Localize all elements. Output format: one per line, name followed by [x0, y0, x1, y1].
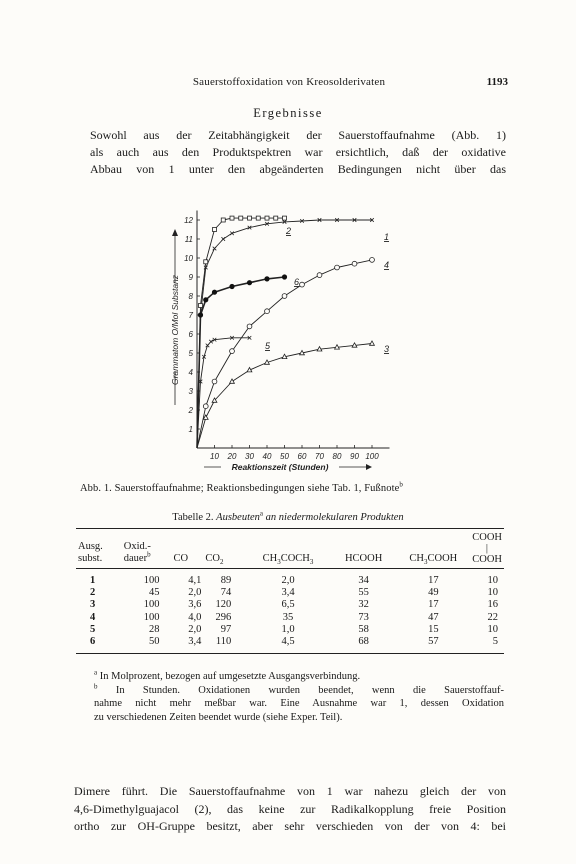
table-cell-acetone: 35 — [282, 611, 294, 623]
series-label-3: 3 — [384, 344, 390, 354]
data-point-series-4 — [335, 265, 340, 270]
data-point-series-5 — [209, 340, 213, 344]
figure-caption — [80, 480, 403, 494]
x-tick-label: 50 — [280, 452, 289, 461]
col-header-hcooh: HCOOH — [331, 529, 397, 569]
table-row — [76, 599, 504, 611]
table-cell-hcooh: 68 — [331, 636, 397, 654]
data-point-series-2 — [283, 216, 287, 220]
data-point-series-6 — [229, 284, 234, 289]
data-point-series-2 — [230, 216, 234, 220]
table-header-row — [76, 529, 504, 569]
table-cell-acetone: 2,0 — [281, 575, 295, 586]
table-caption-footnote-marker: a — [259, 509, 264, 518]
col-header-co2: $CO_2$ — [203, 529, 245, 569]
data-point-series-2 — [248, 216, 252, 220]
table-cell-co: 4,0 — [188, 611, 202, 623]
table-cell-acetic: 49 — [428, 587, 439, 599]
x-tick-label: 90 — [350, 452, 359, 461]
y-tick-label: 10 — [184, 254, 193, 263]
table-cell-dauer: 50 — [122, 636, 172, 654]
data-point-series-4 — [282, 294, 287, 299]
data-point-series-2 — [199, 304, 203, 308]
footnote-b-line: zu verschiedenen Zeiten beendet wurde (siehe Exper. Teil). — [94, 711, 343, 723]
xlabel-arrow — [366, 464, 372, 470]
table-cell-dauer: 100 — [143, 611, 160, 623]
table-row — [76, 624, 504, 636]
table-cell-oxalic: 10 — [487, 623, 498, 635]
data-point-series-1 — [221, 237, 225, 241]
col-header-oxalic: COOH | COOH — [470, 529, 504, 569]
section-title: Ergebnisse — [253, 106, 323, 120]
y-tick-label: 5 — [188, 349, 193, 358]
closing-line: ortho zur OH-Gruppe besitzt, aber sehr verschieden von der von 4: bei — [74, 819, 506, 833]
data-point-series-4 — [212, 379, 217, 384]
x-tick-label: 70 — [315, 452, 324, 461]
data-point-series-2 — [265, 216, 269, 220]
table-cell-acetone: 3,4 — [281, 587, 295, 599]
table-cell-acetic: 17 — [428, 599, 439, 611]
figure-caption-text: Abb. 1. Sauerstoffaufnahme; Reaktionsbedingungen siehe Tab. 1, Fußnote — [80, 483, 400, 494]
data-point-series-6 — [212, 290, 217, 295]
series-line-3 — [197, 344, 372, 449]
table-cell-co2: 74 — [220, 587, 232, 599]
data-point-series-4 — [352, 261, 357, 266]
table-cell-acetone: 4,5 — [245, 636, 331, 654]
data-point-series-2 — [256, 216, 260, 220]
table-cell-subst: 1 — [90, 575, 96, 586]
data-point-series-2 — [204, 260, 208, 264]
table-cell-oxalic: 5 — [470, 636, 504, 654]
table-caption-rest: an niedermolekularen Produkten — [265, 512, 404, 523]
series-label-1: 1 — [384, 232, 390, 242]
table-cell-acetic: 57 — [396, 636, 470, 654]
y-axis-label: Grammatom O/Mol Substanz — [170, 274, 180, 386]
data-point-series-3 — [230, 379, 235, 383]
footnote-b — [76, 684, 504, 725]
table-cell-co: 4,1 — [188, 575, 202, 586]
table-cell-co2: 110 — [203, 636, 245, 654]
table-cell-acetic: 15 — [428, 623, 439, 635]
data-point-series-2 — [221, 218, 225, 222]
x-tick-label: 100 — [365, 452, 379, 461]
series-label-4: 4 — [384, 260, 390, 270]
table-cell-co: 2,0 — [188, 587, 202, 599]
table-cell-co: 3,4 — [172, 636, 204, 654]
data-point-series-4 — [230, 349, 235, 354]
data-point-series-6 — [264, 276, 269, 281]
table-cell-dauer: 28 — [149, 623, 160, 635]
col-header-co: CO — [172, 529, 204, 569]
data-point-series-4 — [203, 404, 208, 409]
col-header-acetone: $CH_3COCH_3$ — [245, 529, 331, 569]
footnote-b-line: $^b$ In Stunden. Oxidationen wurden beendet, wenn die Sauerstoffauf- — [94, 682, 504, 696]
data-point-series-1 — [213, 247, 217, 251]
table-cell-dauer: 100 — [143, 599, 160, 611]
table-caption — [0, 509, 576, 523]
table-cell-acetone: 1,0 — [281, 623, 295, 635]
y-tick-label: 12 — [184, 216, 193, 225]
table-row — [76, 587, 504, 599]
y-tick-label: 9 — [188, 273, 193, 282]
page-number: 1193 — [486, 76, 508, 88]
table-row — [76, 569, 504, 588]
ylabel-arrow — [172, 229, 178, 236]
series-label-6: 6 — [294, 277, 300, 287]
data-point-series-4 — [370, 258, 375, 263]
y-tick-label: 7 — [188, 311, 193, 320]
table-cell-hcooh: 58 — [358, 623, 369, 635]
table-cell-hcooh: 55 — [358, 587, 369, 599]
table-cell-oxalic: 10 — [487, 575, 498, 586]
table-cell-co2: 120 — [215, 599, 232, 611]
table-cell-oxalic: 22 — [487, 611, 498, 623]
intro-line: Abbau von 1 unter den abgeänderten Bedingungen nicht über das — [90, 162, 506, 176]
table-cell-acetic: 17 — [428, 575, 439, 586]
x-tick-label: 10 — [210, 452, 219, 461]
y-tick-label: 6 — [188, 330, 193, 339]
footnote-b-line: nahme nicht mehr meßbar war. Eine Ausnahme war 1, dessen Oxidation — [94, 698, 504, 709]
intro-line: als auch aus den Produktspektren war ersichtlich, daß der oxidative — [90, 145, 506, 159]
series-label-5: 5 — [265, 341, 271, 351]
data-point-series-6 — [203, 297, 208, 302]
y-tick-label: 4 — [188, 368, 193, 377]
table-cell-oxalic: 16 — [487, 599, 498, 611]
table-cell-acetic: 47 — [428, 611, 439, 623]
y-tick-label: 2 — [188, 406, 193, 415]
series-line-2 — [197, 218, 285, 448]
table-cell-hcooh: 73 — [358, 611, 369, 623]
col-header-oxid: Oxid.- dauer$^b$ — [122, 529, 172, 569]
footnote-a: $^a$ In Molprozent, bezogen auf umgesetzte Ausgangsverbindung. — [94, 668, 361, 682]
table-cell-dauer: 45 — [149, 587, 160, 599]
data-point-series-6 — [282, 274, 287, 279]
series-line-6 — [197, 277, 285, 448]
x-axis-label: Reaktionszeit (Stunden) — [231, 462, 329, 472]
running-title: Sauerstoffoxidation von Kreosolderivaten — [192, 76, 386, 88]
closing-line: Dimere führt. Die Sauerstoffaufnahme von 1 war nahezu gleich der von — [74, 784, 506, 798]
data-point-series-4 — [317, 273, 322, 278]
data-point-series-2 — [274, 216, 278, 220]
x-tick-label: 30 — [245, 452, 254, 461]
closing-paragraph — [74, 783, 506, 836]
yields-table — [76, 528, 504, 654]
table-cell-subst: 5 — [90, 623, 96, 635]
y-tick-label: 1 — [188, 425, 193, 434]
table-row — [76, 612, 504, 624]
data-point-series-4 — [300, 282, 305, 287]
col-header-ausg: Ausg. subst. — [76, 529, 122, 569]
x-tick-label: 60 — [297, 452, 307, 461]
table-cell-co2: 89 — [220, 575, 232, 586]
table-footnotes — [76, 670, 504, 724]
series-label-2: 2 — [286, 226, 292, 236]
table-cell-subst: 2 — [90, 587, 96, 599]
data-point-series-6 — [247, 280, 252, 285]
table-cell-co: 2,0 — [188, 623, 202, 635]
y-tick-label: 3 — [188, 387, 193, 396]
y-tick-label: 11 — [184, 235, 193, 244]
data-point-series-2 — [239, 216, 243, 220]
y-tick-label: 8 — [188, 292, 193, 301]
x-tick-label: 20 — [227, 452, 237, 461]
table-cell-hcooh: 32 — [358, 599, 369, 611]
data-point-series-4 — [247, 324, 252, 329]
table-cell-co: 3,6 — [188, 599, 202, 611]
table-cell-co2: 296 — [215, 611, 232, 623]
table-caption-italic: Ausbeuten — [216, 512, 260, 523]
table-cell-dauer: 100 — [143, 575, 160, 586]
x-tick-label: 80 — [332, 452, 342, 461]
data-point-series-6 — [198, 312, 203, 317]
data-point-series-4 — [265, 309, 270, 314]
x-tick-label: 40 — [262, 452, 272, 461]
table-cell-oxalic: 10 — [487, 587, 498, 599]
table-cell-acetone: 6,5 — [281, 599, 295, 611]
series-line-5 — [197, 338, 250, 448]
table-cell-subst: 4 — [90, 611, 96, 623]
series-line-1 — [197, 220, 372, 448]
table-cell-co2: 97 — [220, 623, 232, 635]
intro-line: Sowohl aus der Zeitabhängigkeit der Sauerstoffaufnahme (Abb. 1) — [90, 128, 506, 142]
table-cell-subst: 6 — [76, 636, 122, 654]
table-caption-prefix: Tabelle 2. — [172, 512, 214, 523]
figure-caption-footnote-marker: b — [399, 480, 403, 489]
table-row — [76, 636, 504, 654]
table-cell-subst: 3 — [90, 599, 96, 611]
data-point-series-2 — [213, 228, 217, 232]
data-point-series-3 — [370, 341, 375, 345]
closing-line: 4,6-Dimethylguajacol (2), das keine zur Radikalkopplung freie Position — [74, 801, 506, 816]
col-header-acetic: $CH_3COOH$ — [396, 529, 470, 569]
table-cell-hcooh: 34 — [358, 575, 369, 586]
